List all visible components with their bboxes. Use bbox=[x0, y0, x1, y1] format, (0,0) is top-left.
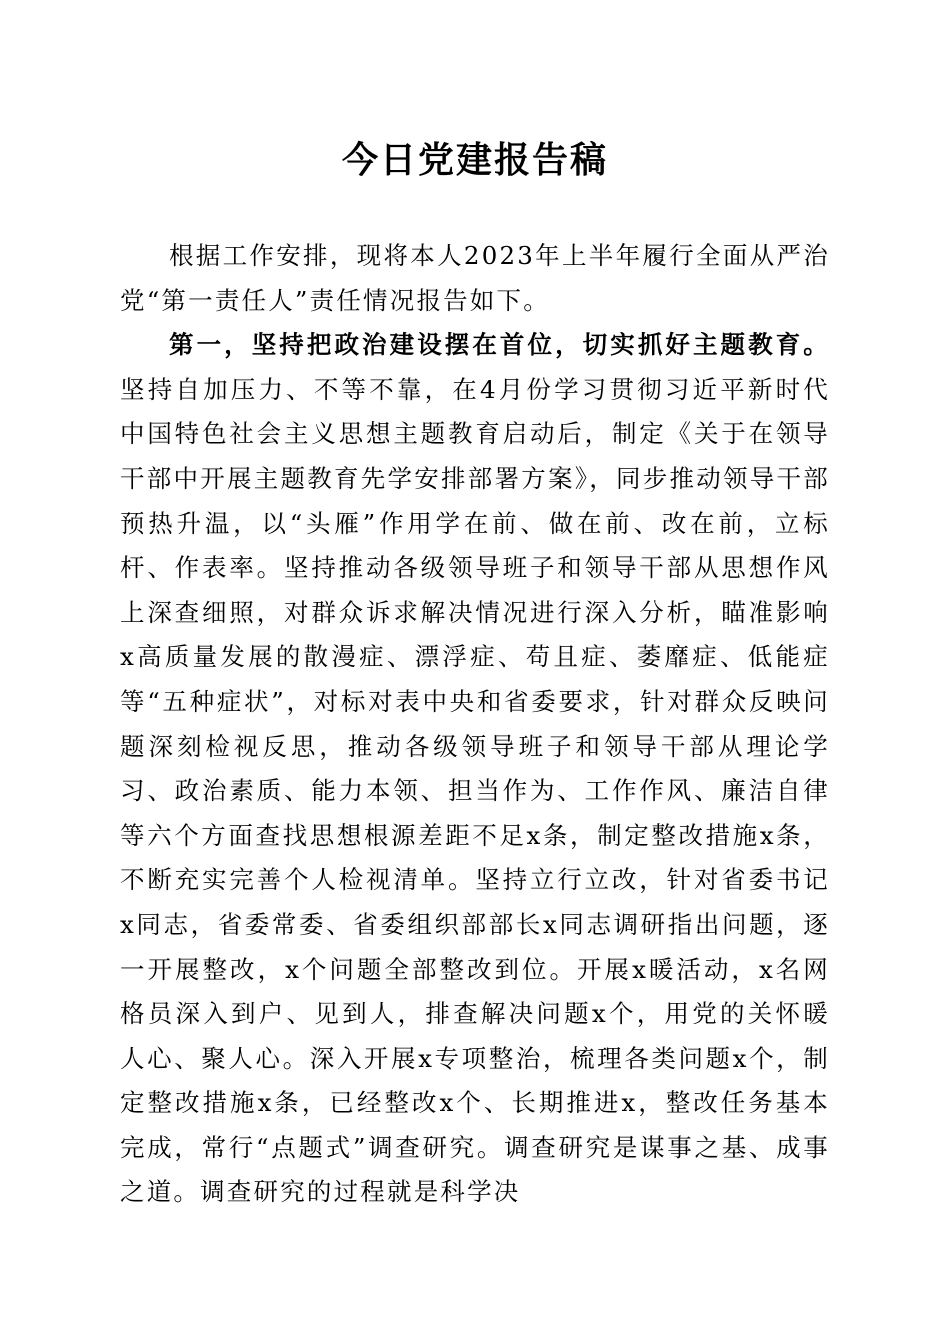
document-body bbox=[120, 234, 830, 1215]
section-one-paragraph bbox=[120, 323, 830, 1215]
intro-paragraph bbox=[120, 234, 830, 323]
section-one-heading: 第一，坚持把政治建设摆在首位，切实抓好主题教育。 bbox=[169, 330, 830, 360]
intro-paragraph-text: 根据工作安排，现将本人2023年上半年履行全面从严治党“第一责任人”责任情况报告如下。 bbox=[120, 241, 830, 315]
section-one-text: 坚持自加压力、不等不靠，在4月份学习贯彻习近平新时代中国特色社会主义思想主题教育启动后，制定《关于在领导干部中开展主题教育先学安排部署方案》，同步推动领导干部预热升温，以“头雁”作用学在前、做在前、改在前，立标杆、作表率。坚持推动各级领导班子和领导干部从思想作风上深查细照，对群众诉求解决情况进行深入分析，瞄准影响x高质量发展的散漫症、漂浮症、苟且症、萎靡症、低能症等“五种症状”，对标对表中央和省委要求，针对群众反映问题深刻检视反思，推动各级领导班子和领导干部从理论学习、政治素质、能力本领、担当作为、工作作风、廉洁自律等六个方面查找思想根源差距不足x条，制定整改措施x条，不断充实完善个人检视清单。坚持立行立改，针对省委书记x同志，省委常委、省委组织部部长x同志调研指出问题，逐一开展整改，x个问题全部整改到位。开展x暖活动，x名网格员深入到户、见到人，排查解决问题x个，用党的关怀暖人心、聚人心。深入开展x专项整治，梳理各类问题x个，制定整改措施x条，已经整改x个、长期推进x，整改任务基本完成，常行“点题式”调查研究。调查研究是谋事之基、成事之道。调查研究的过程就是科学决 bbox=[120, 374, 830, 1207]
document-title: 今日党建报告稿 bbox=[341, 139, 608, 181]
